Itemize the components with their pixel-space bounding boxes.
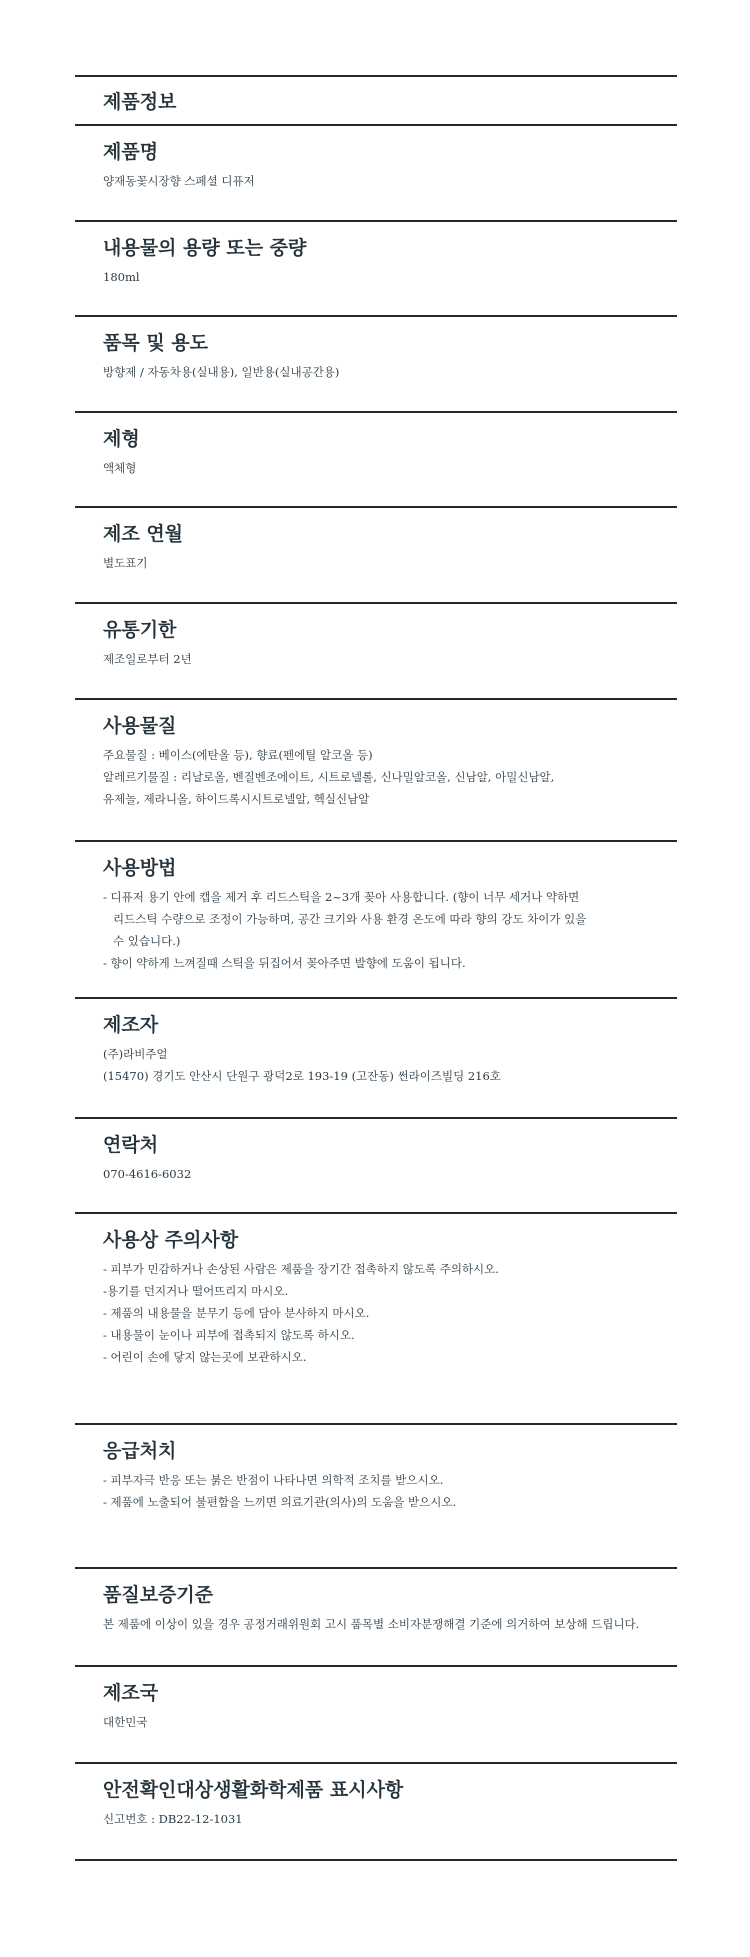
section-title: 응급처치 bbox=[103, 1440, 177, 1462]
section-title: 제조국 bbox=[103, 1682, 159, 1704]
section-origin bbox=[75, 1665, 677, 1762]
section-text: 신고번호 : DB22-12-1031 bbox=[103, 1812, 243, 1826]
section-title: 품목 및 용도 bbox=[103, 332, 208, 354]
section-title: 유통기한 bbox=[103, 619, 177, 641]
section-text: - 제품의 내용물을 분무기 등에 담아 분사하지 마시오. bbox=[103, 1306, 370, 1320]
section-text: - 피부자극 반응 또는 붉은 반점이 나타나면 의학적 조치를 받으시오. bbox=[103, 1473, 444, 1487]
section-volume bbox=[75, 220, 677, 315]
section-text: 양재동꽃시장향 스페셜 디퓨저 bbox=[103, 174, 255, 188]
section-text: (15470) 경기도 안산시 단원구 광덕2로 193-19 (고잔동) 썬라이즈빌딩 216호 bbox=[103, 1069, 501, 1083]
section-text: (주)라비주얼 bbox=[103, 1047, 168, 1061]
product-info-sheet bbox=[75, 0, 677, 1861]
section-text: - 피부가 민감하거나 손상된 사람은 제품을 장기간 접촉하지 않도록 주의하시오. bbox=[103, 1262, 499, 1276]
section-title: 안전확인대상생활화학제품 표시사항 bbox=[103, 1779, 404, 1801]
section-text: - 향이 약하게 느껴질때 스틱을 뒤집어서 꽂아주면 발향에 도움이 됩니다. bbox=[103, 956, 466, 970]
section-text: 본 제품에 이상이 있을 경우 공정거래위원회 고시 품목별 소비자분쟁해결 기준에 의거하여 보상해 드립니다. bbox=[103, 1617, 640, 1631]
section-safety-label bbox=[75, 1762, 677, 1859]
section-text: - 어린이 손에 닿지 않는곳에 보관하시오. bbox=[103, 1350, 307, 1364]
section-text: 유제놀, 제라니올, 하이드록시시트로넬알, 헥실신남알 bbox=[103, 792, 370, 806]
section-text: 대한민국 bbox=[103, 1715, 148, 1729]
section-title: 연락처 bbox=[103, 1134, 159, 1156]
section-text: - 제품에 노출되어 불편함을 느끼면 의료기관(의사)의 도움을 받으시오. bbox=[103, 1495, 457, 1509]
section-title: 제형 bbox=[103, 428, 140, 450]
section-warnings bbox=[75, 1212, 677, 1423]
section-title: 제조 연월 bbox=[103, 523, 184, 545]
section-title: 사용방법 bbox=[103, 857, 177, 879]
section-manufacture-date bbox=[75, 506, 677, 602]
section-text: 180ml bbox=[103, 270, 140, 284]
section-text: - 디퓨저 용기 안에 캡을 제거 후 리드스틱을 2~3개 꽂아 사용합니다. (향이 너무 세거나 약하면 bbox=[103, 890, 580, 904]
section-text: 액체형 bbox=[103, 461, 137, 475]
section-title: 사용상 주의사항 bbox=[103, 1229, 239, 1251]
page-title: 제품정보 bbox=[103, 91, 177, 113]
section-text: 수 있습니다.) bbox=[113, 934, 181, 948]
section-title: 품질보증기준 bbox=[103, 1584, 214, 1606]
product-info-header bbox=[75, 75, 677, 124]
section-text: 알레르기물질 : 리날로올, 벤질벤조에이트, 시트로넬롤, 신나밀알코올, 신남알, 아밀신남알, bbox=[103, 770, 555, 784]
section-title: 제품명 bbox=[103, 141, 159, 163]
section-first-aid bbox=[75, 1423, 677, 1567]
section-category bbox=[75, 315, 677, 411]
section-text: 주요물질 : 베이스(에탄올 등), 향료(펜에틸 알코올 등) bbox=[103, 748, 373, 762]
section-maker bbox=[75, 997, 677, 1117]
section-quality bbox=[75, 1567, 677, 1665]
section-form bbox=[75, 411, 677, 506]
section-contact bbox=[75, 1117, 677, 1212]
section-expiry bbox=[75, 602, 677, 698]
section-text: - 내용물이 눈이나 피부에 접촉되지 않도록 하시오. bbox=[103, 1328, 355, 1342]
section-text: 070-4616-6032 bbox=[103, 1167, 192, 1181]
section-text: 방향제 / 자동차용(실내용), 일반용(실내공간용) bbox=[103, 365, 340, 379]
section-title: 사용물질 bbox=[103, 715, 177, 737]
section-title: 내용물의 용량 또는 중량 bbox=[103, 237, 307, 259]
section-text: 별도표기 bbox=[103, 556, 148, 570]
section-text: -용기를 던지거나 떨어뜨리지 마시오. bbox=[103, 1284, 289, 1298]
section-text: 리드스틱 수량으로 조정이 가능하며, 공간 크기와 사용 환경 온도에 따라 향의 강도 차이가 있을 bbox=[113, 912, 587, 926]
section-materials bbox=[75, 698, 677, 840]
section-product-name bbox=[75, 124, 677, 220]
section-title: 제조자 bbox=[103, 1014, 159, 1036]
section-usage bbox=[75, 840, 677, 997]
section-text: 제조일로부터 2년 bbox=[103, 652, 192, 666]
